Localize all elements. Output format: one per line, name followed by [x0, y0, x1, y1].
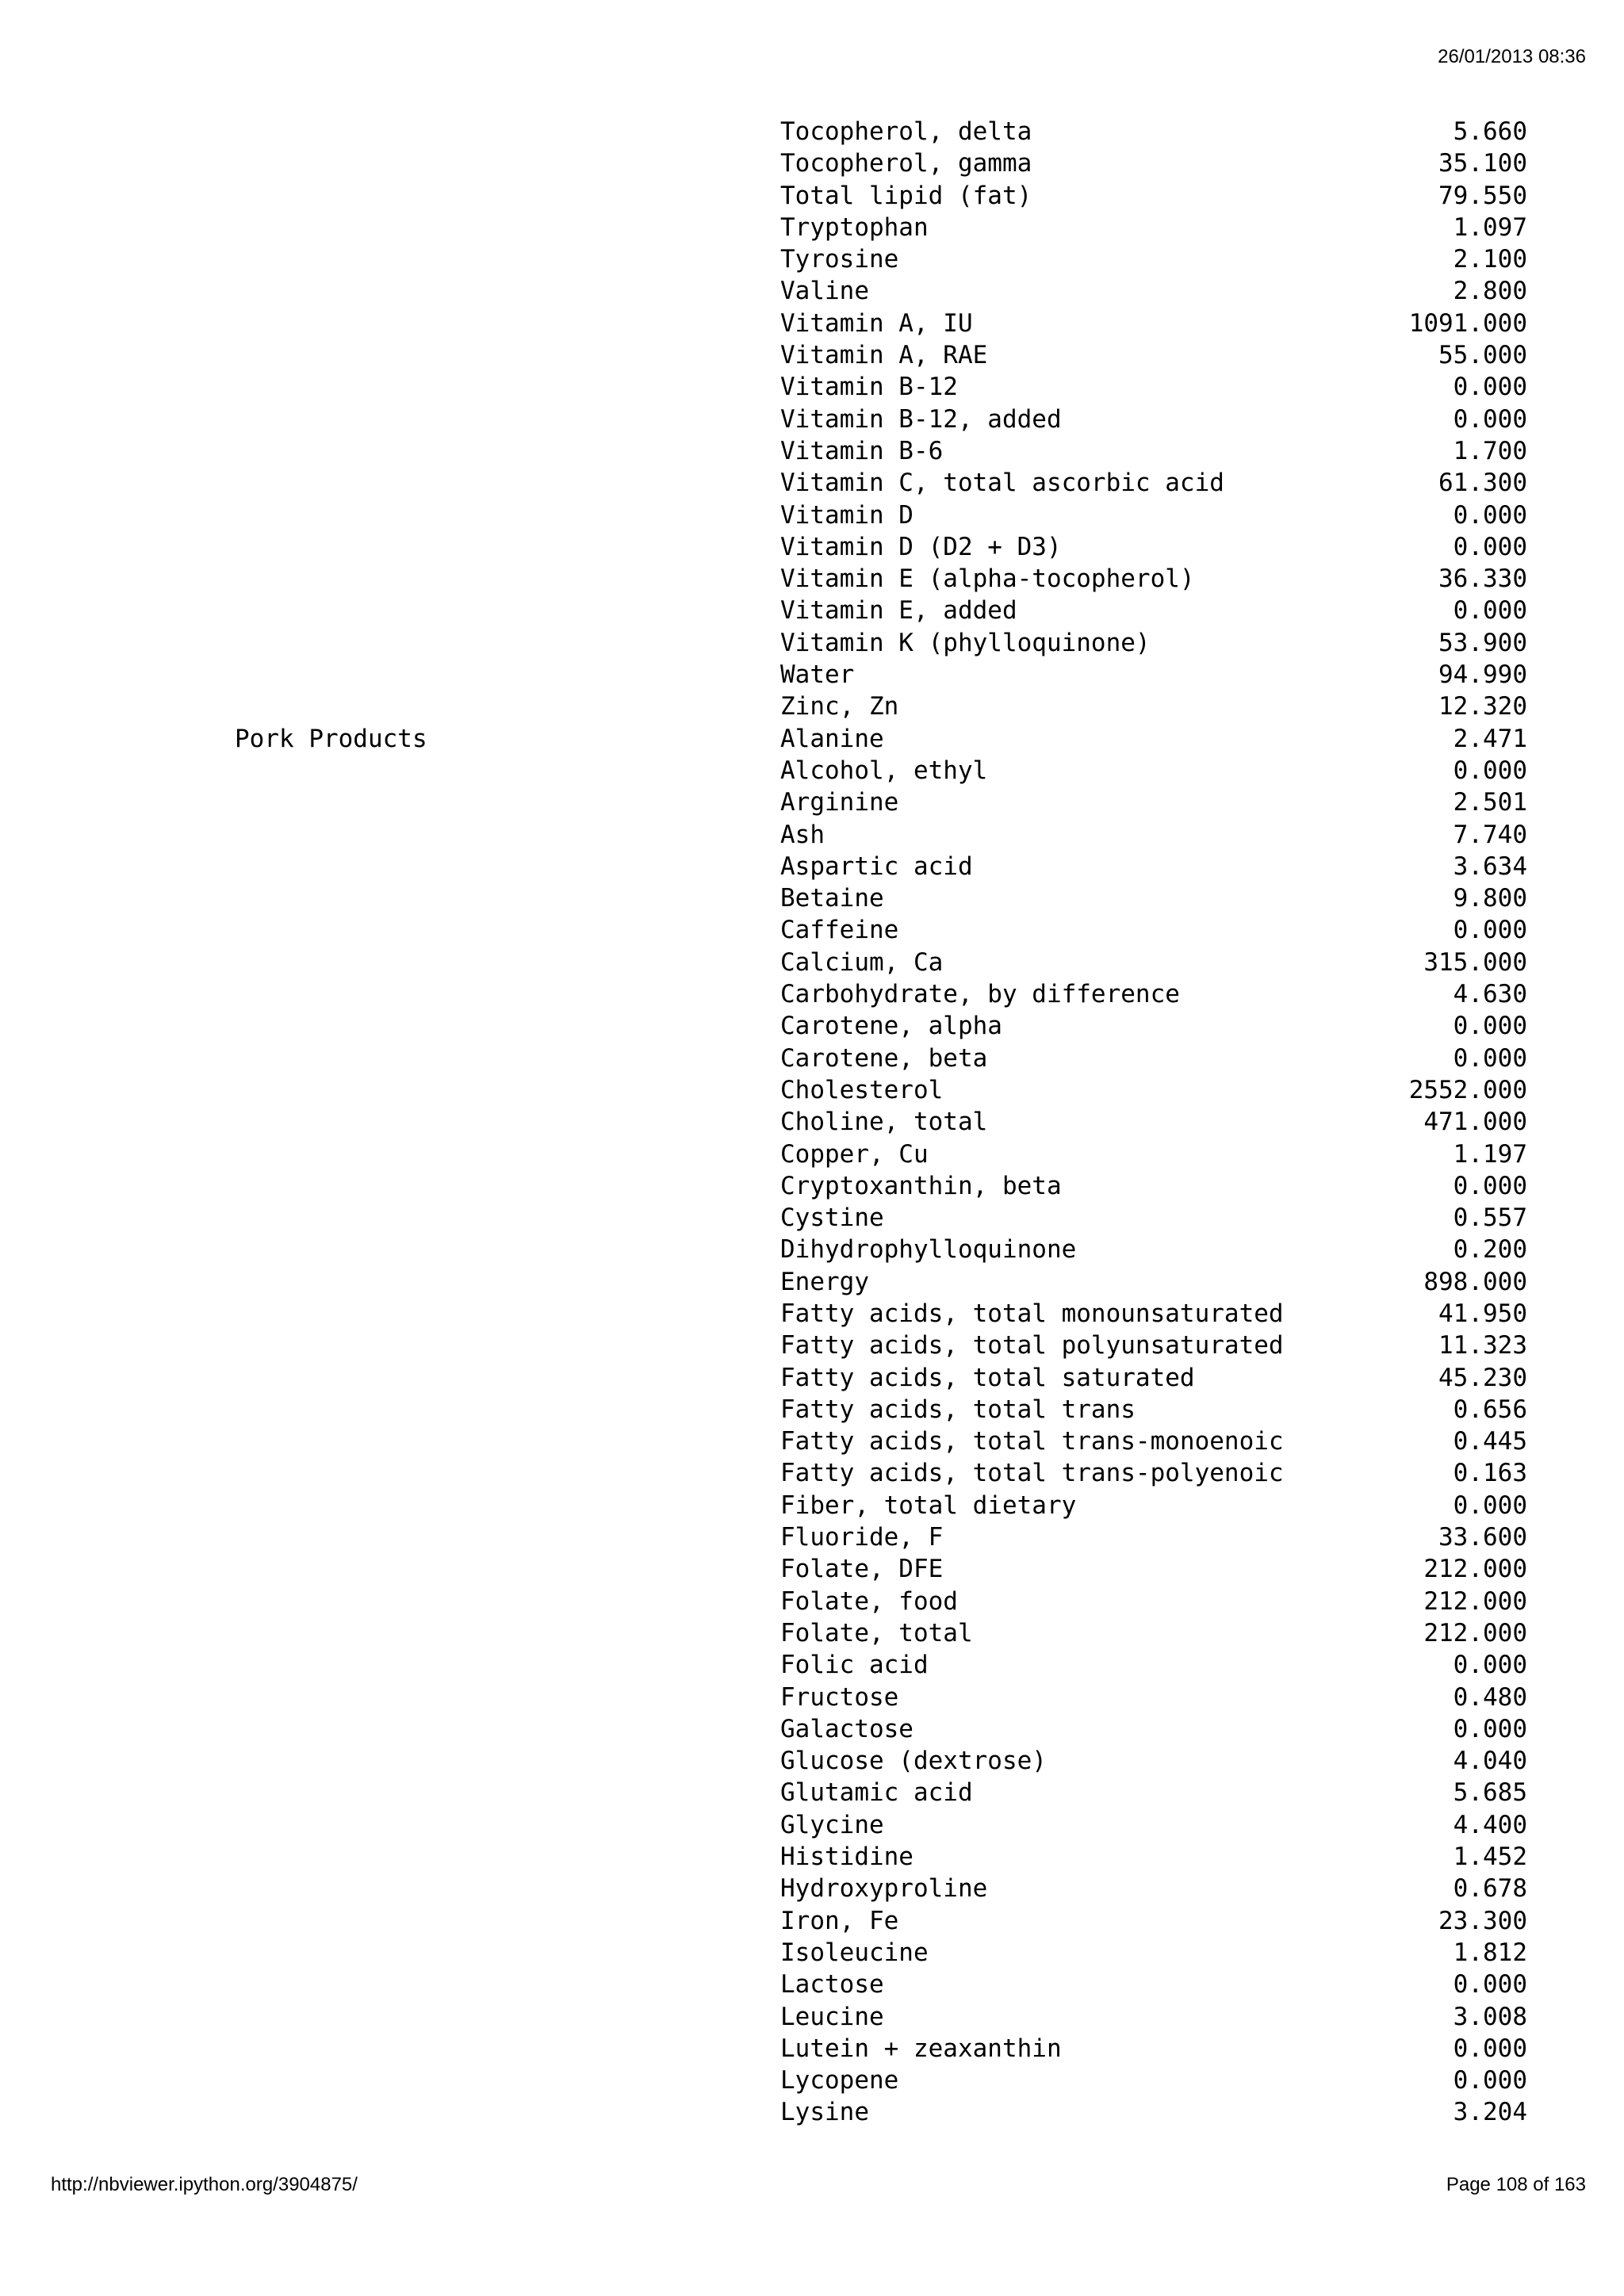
nutrient-name: Vitamin D — [780, 500, 914, 530]
table-row — [780, 1682, 1527, 1713]
nutrient-value: 35.100 — [1438, 149, 1527, 178]
footer-url[interactable]: http://nbviewer.ipython.org/3904875/ — [51, 2174, 358, 2195]
nutrient-value: 5.685 — [1453, 1778, 1527, 1808]
nutrient-name: Cystine — [780, 1203, 884, 1233]
table-row — [780, 1457, 1527, 1489]
nutrient-value: 1.197 — [1453, 1139, 1527, 1169]
table-row — [780, 1521, 1527, 1553]
nutrient-name: Energy — [780, 1267, 869, 1296]
nutrient-name: Folate, food — [780, 1586, 958, 1616]
nutrient-value: 3.008 — [1453, 2002, 1527, 2031]
table-row — [780, 819, 1527, 851]
nutrient-name: Cryptoxanthin, beta — [780, 1171, 1062, 1200]
table-row — [780, 1745, 1527, 1777]
nutrient-name: Isoleucine — [780, 1938, 929, 1967]
table-row — [780, 882, 1527, 914]
nutrient-name: Water — [780, 660, 855, 690]
nutrient-name: Cholesterol — [780, 1075, 944, 1104]
group-label: Pork Products — [235, 724, 427, 753]
nutrient-value: 2.100 — [1453, 245, 1527, 274]
nutrient-value: 9.800 — [1453, 884, 1527, 913]
nutrient-name: Galactose — [780, 1714, 914, 1743]
nutrient-name: Choline, total — [780, 1108, 988, 1137]
table-row — [780, 371, 1527, 403]
nutrient-value: 45.230 — [1438, 1363, 1527, 1392]
nutrient-value: 2.800 — [1453, 277, 1527, 306]
nutrient-name: Dihydrophylloquinone — [780, 1235, 1077, 1265]
table-row — [780, 1586, 1527, 1617]
nutrient-value: 1091.000 — [1408, 308, 1527, 338]
nutrient-value: 0.678 — [1453, 1874, 1527, 1904]
nutrient-value: 0.557 — [1453, 1203, 1527, 1233]
nutrient-name: Glutamic acid — [780, 1778, 973, 1808]
table-row — [780, 1330, 1527, 1361]
nutrient-value: 0.000 — [1453, 916, 1527, 945]
nutrient-name: Total lipid (fat) — [780, 181, 1032, 210]
table-row — [780, 1234, 1527, 1265]
nutrient-value: 7.740 — [1453, 820, 1527, 849]
nutrient-value: 1.812 — [1453, 1938, 1527, 1967]
nutrient-value: 0.480 — [1453, 1682, 1527, 1712]
table-row — [780, 1425, 1527, 1457]
nutrient-name: Calcium, Ca — [780, 947, 944, 977]
nutrient-name: Vitamin K (phylloquinone) — [780, 628, 1151, 657]
nutrient-name: Alanine — [780, 724, 884, 753]
page-number: Page 108 of 163 — [1446, 2174, 1586, 2195]
nutrient-name: Glycine — [780, 1810, 884, 1839]
nutrient-value: 94.990 — [1438, 660, 1527, 690]
nutrient-name: Lutein + zeaxanthin — [780, 2034, 1062, 2063]
nutrient-value: 3.634 — [1453, 851, 1527, 881]
print-datetime: 26/01/2013 08:36 — [1438, 46, 1586, 67]
table-row — [780, 755, 1527, 786]
nutrient-name: Folic acid — [780, 1651, 929, 1680]
nutrient-name: Vitamin E, added — [780, 596, 1017, 626]
nutrient-name: Arginine — [780, 788, 899, 817]
nutrient-name: Vitamin B-12 — [780, 373, 958, 402]
nutrient-value: 898.000 — [1423, 1267, 1527, 1296]
table-row — [780, 563, 1527, 595]
nutrient-value: 55.000 — [1438, 341, 1527, 370]
nutrient-name: Copper, Cu — [780, 1139, 929, 1169]
nutrient-name: Lycopene — [780, 2066, 899, 2095]
nutrient-value: 79.550 — [1438, 181, 1527, 210]
table-row — [780, 116, 1527, 147]
nutrient-value: 4.040 — [1453, 1747, 1527, 1776]
nutrient-value: 0.000 — [1453, 1651, 1527, 1680]
nutrient-name: Zinc, Zn — [780, 692, 899, 721]
nutrient-name: Ash — [780, 820, 825, 849]
nutrient-name: Tocopherol, delta — [780, 117, 1032, 146]
nutrient-name: Vitamin A, IU — [780, 308, 973, 338]
nutrient-name: Vitamin A, RAE — [780, 341, 988, 370]
nutrient-value: 0.000 — [1453, 756, 1527, 785]
nutrient-name: Leucine — [780, 2002, 884, 2031]
nutrient-name: Histidine — [780, 1843, 914, 1872]
nutrient-value: 212.000 — [1423, 1618, 1527, 1647]
table-row — [780, 1266, 1527, 1298]
nutrient-value: 0.000 — [1453, 404, 1527, 434]
table-row — [780, 147, 1527, 179]
table-row — [780, 914, 1527, 946]
nutrient-name: Fructose — [780, 1682, 899, 1712]
nutrient-name: Fatty acids, total saturated — [780, 1363, 1195, 1392]
nutrient-name: Vitamin B-12, added — [780, 404, 1062, 434]
table-row — [780, 1138, 1527, 1170]
nutrient-name: Lactose — [780, 1970, 884, 1999]
table-row — [780, 243, 1527, 275]
table-row — [780, 1777, 1527, 1808]
table-row — [780, 499, 1527, 531]
nutrient-value: 12.320 — [1438, 692, 1527, 721]
table-row — [780, 1106, 1527, 1138]
nutrient-value: 315.000 — [1423, 947, 1527, 977]
table-row — [780, 1170, 1527, 1202]
nutrient-value: 0.163 — [1453, 1459, 1527, 1488]
nutrient-name: Carotene, beta — [780, 1043, 988, 1073]
nutrient-value: 4.630 — [1453, 980, 1527, 1009]
table-row — [780, 1490, 1527, 1521]
table-row — [780, 1937, 1527, 1969]
table-row — [780, 723, 1527, 755]
table-row — [780, 1809, 1527, 1841]
nutrient-name: Betaine — [780, 884, 884, 913]
table-row — [780, 786, 1527, 818]
nutrient-name: Aspartic acid — [780, 851, 973, 881]
nutrient-value: 1.452 — [1453, 1843, 1527, 1872]
table-row — [780, 308, 1527, 339]
nutrient-value: 0.000 — [1453, 1043, 1527, 1073]
table-row — [780, 1617, 1527, 1649]
nutrient-name: Fatty acids, total polyunsaturated — [780, 1331, 1284, 1360]
nutrient-value: 0.000 — [1453, 532, 1527, 561]
nutrient-name: Vitamin D (D2 + D3) — [780, 532, 1062, 561]
nutrient-value: 0.656 — [1453, 1395, 1527, 1424]
table-row — [780, 947, 1527, 978]
nutrient-name: Tocopherol, gamma — [780, 149, 1032, 178]
table-row — [780, 1362, 1527, 1394]
nutrient-value: 0.000 — [1453, 2066, 1527, 2095]
table-row — [780, 1010, 1527, 1042]
table-row — [780, 851, 1527, 882]
nutrient-value: 2.501 — [1453, 788, 1527, 817]
table-row — [780, 2064, 1527, 2096]
table-row — [780, 2096, 1527, 2128]
nutrient-value: 471.000 — [1423, 1108, 1527, 1137]
nutrient-value: 61.300 — [1438, 469, 1527, 498]
nutrient-name: Glucose (dextrose) — [780, 1747, 1047, 1776]
nutrient-value: 1.097 — [1453, 212, 1527, 242]
table-row — [780, 1298, 1527, 1330]
table-row — [780, 2033, 1527, 2064]
table-row — [780, 1873, 1527, 1904]
nutrient-name: Tryptophan — [780, 212, 929, 242]
table-row — [780, 627, 1527, 659]
nutrient-name: Fatty acids, total trans-polyenoic — [780, 1459, 1284, 1488]
table-row — [780, 1969, 1527, 2000]
table-row — [780, 531, 1527, 563]
nutrient-value: 4.400 — [1453, 1810, 1527, 1839]
nutrient-name: Lysine — [780, 2098, 869, 2127]
nutrient-value: 41.950 — [1438, 1299, 1527, 1328]
nutrient-value: 33.600 — [1438, 1523, 1527, 1552]
nutrient-value: 2552.000 — [1408, 1075, 1527, 1104]
nutrient-value: 36.330 — [1438, 564, 1527, 594]
table-row — [780, 180, 1527, 212]
nutrient-name: Alcohol, ethyl — [780, 756, 988, 785]
nutrient-name: Folate, total — [780, 1618, 973, 1647]
nutrient-value: 212.000 — [1423, 1555, 1527, 1584]
nutrient-value: 0.000 — [1453, 596, 1527, 626]
table-row — [780, 1043, 1527, 1074]
nutrient-value: 0.000 — [1453, 1171, 1527, 1200]
nutrient-name: Fatty acids, total trans — [780, 1395, 1136, 1424]
table-row — [780, 1905, 1527, 1937]
nutrient-value: 0.000 — [1453, 2034, 1527, 2063]
table-row — [780, 212, 1527, 243]
nutrient-name: Tyrosine — [780, 245, 899, 274]
nutrient-value: 23.300 — [1438, 1906, 1527, 1935]
table-row — [780, 1841, 1527, 1873]
nutrient-value: 1.700 — [1453, 436, 1527, 465]
table-row — [780, 595, 1527, 626]
nutrient-value: 0.000 — [1453, 1714, 1527, 1743]
nutrient-name: Vitamin B-6 — [780, 436, 944, 465]
table-row — [780, 1074, 1527, 1106]
nutrient-name: Carotene, alpha — [780, 1012, 1002, 1041]
table-row — [780, 1713, 1527, 1745]
table-row — [780, 2001, 1527, 2033]
nutrient-value: 0.445 — [1453, 1427, 1527, 1456]
nutrient-value: 212.000 — [1423, 1586, 1527, 1616]
nutrient-value: 11.323 — [1438, 1331, 1527, 1360]
table-row — [780, 1202, 1527, 1234]
nutrient-name: Vitamin C, total ascorbic acid — [780, 469, 1224, 498]
nutrient-value: 53.900 — [1438, 628, 1527, 657]
nutrient-name: Valine — [780, 277, 869, 306]
table-row — [780, 659, 1527, 691]
table-row — [780, 275, 1527, 307]
nutrient-value: 0.000 — [1453, 373, 1527, 402]
nutrient-value: 0.000 — [1453, 500, 1527, 530]
nutrient-name: Folate, DFE — [780, 1555, 944, 1584]
table-row — [780, 404, 1527, 435]
nutrient-value: 3.204 — [1453, 2098, 1527, 2127]
nutrient-name: Caffeine — [780, 916, 899, 945]
nutrient-name: Fatty acids, total trans-monoenoic — [780, 1427, 1284, 1456]
nutrient-table — [780, 116, 1527, 2129]
table-row — [780, 1649, 1527, 1681]
table-row — [780, 978, 1527, 1010]
nutrient-value: 0.000 — [1453, 1970, 1527, 1999]
nutrient-name: Iron, Fe — [780, 1906, 899, 1935]
nutrient-value: 0.200 — [1453, 1235, 1527, 1265]
nutrient-value: 5.660 — [1453, 117, 1527, 146]
nutrient-name: Vitamin E (alpha-tocopherol) — [780, 564, 1195, 594]
nutrient-name: Fatty acids, total monounsaturated — [780, 1299, 1284, 1328]
table-row — [780, 339, 1527, 371]
nutrient-name: Carbohydrate, by difference — [780, 980, 1180, 1009]
nutrient-name: Fluoride, F — [780, 1523, 944, 1552]
table-row — [780, 1553, 1527, 1585]
nutrient-value: 0.000 — [1453, 1012, 1527, 1041]
nutrient-name: Fiber, total dietary — [780, 1490, 1077, 1520]
nutrient-value: 0.000 — [1453, 1490, 1527, 1520]
table-row — [780, 467, 1527, 499]
nutrient-name: Hydroxyproline — [780, 1874, 988, 1904]
table-row — [780, 1394, 1527, 1425]
nutrient-value: 2.471 — [1453, 724, 1527, 753]
table-row — [780, 691, 1527, 722]
table-row — [780, 435, 1527, 467]
